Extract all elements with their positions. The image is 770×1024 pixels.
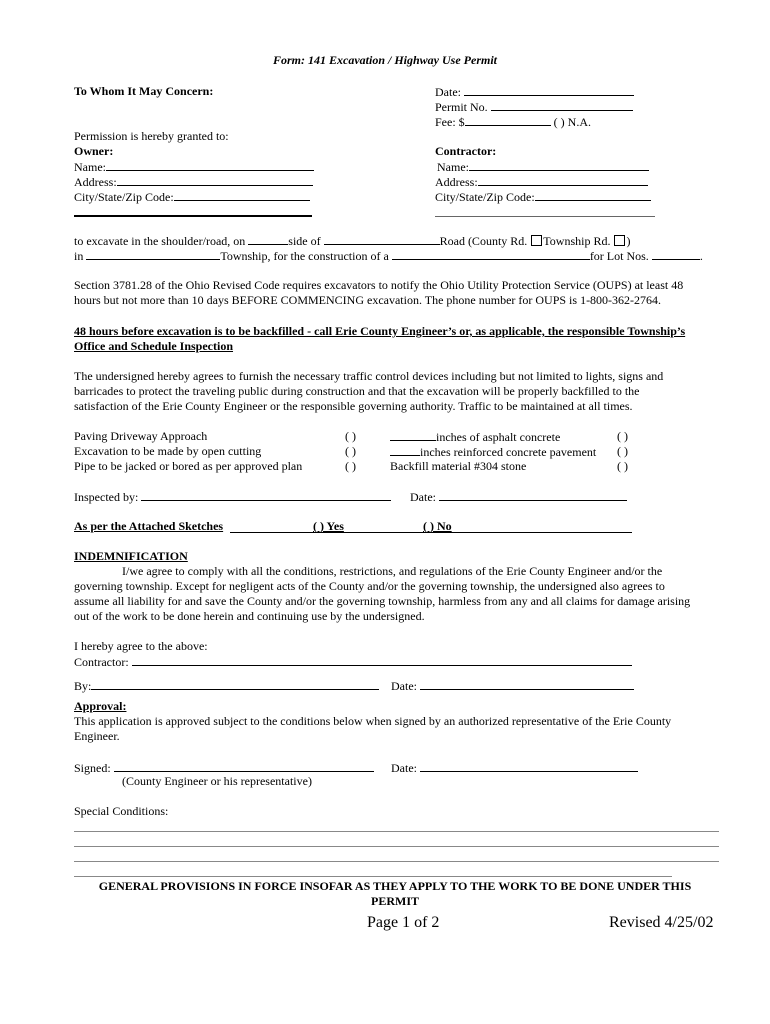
by-date-line[interactable] xyxy=(420,678,634,690)
contractor-address-field[interactable] xyxy=(435,174,648,190)
excavate-text-2: side of xyxy=(288,234,321,248)
approval-l1: This application is approved subject to the conditions below when signed by an authorized representative of the Erie County xyxy=(74,714,672,728)
contractor-sign-field[interactable] xyxy=(74,654,632,670)
backfill-notice-1: 48 hours before excavation is to be backfilled - call Erie County Engineer’s or, as applicable, the responsible Township’s xyxy=(74,324,686,338)
permission-text: Permission is hereby granted to: xyxy=(74,129,229,143)
greeting: To Whom It May Concern: xyxy=(74,84,214,98)
township-blank[interactable] xyxy=(86,248,220,260)
fee-line[interactable] xyxy=(465,114,551,126)
option-right-2-box[interactable]: ( ) xyxy=(617,444,628,458)
excavate-text-period: . xyxy=(699,249,703,263)
signed-sub: (County Engineer or his representative) xyxy=(122,774,312,788)
date-line[interactable] xyxy=(464,84,634,96)
backfill-notice-2: Office and Schedule Inspection xyxy=(74,339,234,353)
contractor-extra-line[interactable] xyxy=(435,216,655,217)
signed-date-label: Date: xyxy=(391,761,417,775)
signed-label: Signed: xyxy=(74,761,111,775)
undersigned-2: barricades to protect the traveling public during construction and that the excavation will be properly backfilled to the xyxy=(74,384,640,398)
inspected-label: Inspected by: xyxy=(74,490,139,504)
indemnification-l4: out of the work to be done herein and continuing use by the undersigned. xyxy=(74,609,425,623)
fee-field[interactable] xyxy=(435,114,591,130)
by-field[interactable] xyxy=(74,678,379,694)
special-line-2[interactable] xyxy=(74,846,719,847)
excavate-line-2 xyxy=(74,248,703,264)
inspected-line[interactable] xyxy=(141,489,391,501)
option-left-3-box[interactable]: ( ) xyxy=(345,459,356,473)
inspected-date-line[interactable] xyxy=(439,489,627,501)
owner-city-label: City/State/Zip Code: xyxy=(74,190,174,204)
option-right-2-field[interactable] xyxy=(390,444,596,460)
owner-address-label: Address: xyxy=(74,175,117,189)
contractor-heading: Contractor: xyxy=(435,144,497,158)
sketches-yes[interactable]: ( ) Yes xyxy=(313,519,344,533)
signed-date-field[interactable] xyxy=(391,760,638,776)
sketches-underline xyxy=(230,532,632,533)
by-date-label: Date: xyxy=(391,679,417,693)
contractor-sign-label: Contractor: xyxy=(74,655,129,669)
owner-name-line[interactable] xyxy=(106,159,314,171)
undersigned-1: The undersigned hereby agrees to furnish the necessary traffic control devices including but not limited to lights, signs and xyxy=(74,369,664,383)
option-right-1: inches of asphalt concrete xyxy=(436,430,561,444)
contractor-sign-line[interactable] xyxy=(132,654,632,666)
inspected-date-field[interactable] xyxy=(410,489,627,505)
contractor-address-line[interactable] xyxy=(478,174,648,186)
excavate-text-4: Township Rd. xyxy=(543,234,611,248)
by-date-field[interactable] xyxy=(391,678,634,694)
indemnification-l2: governing township. Except for negligent acts of the County and/or the governing township, the undersigned also agrees to xyxy=(74,579,665,593)
owner-city-line[interactable] xyxy=(174,189,310,201)
page-number: Page 1 of 2 xyxy=(367,914,440,931)
construction-blank[interactable] xyxy=(392,248,590,260)
option-right-2: inches reinforced concrete pavement xyxy=(420,445,597,459)
special-conditions-label: Special Conditions: xyxy=(74,804,169,818)
indemnification-l1: I/we agree to comply with all the conditions, restrictions, and regulations of the Erie County Engineer and/or the xyxy=(122,564,663,578)
option-left-2: Excavation to be made by open cutting xyxy=(74,444,262,458)
contractor-name-line[interactable] xyxy=(469,159,649,171)
excavate-text-lot: for Lot Nos. xyxy=(589,249,649,263)
permit-field[interactable] xyxy=(435,99,633,115)
road-blank[interactable] xyxy=(324,233,440,245)
section-text-1: Section 3781.28 of the Ohio Revised Code requires excavators to notify the Ohio Utility Protection Service (OUPS) at least 48 xyxy=(74,278,684,292)
asphalt-inches-blank[interactable] xyxy=(390,429,436,441)
township-rd-checkbox[interactable] xyxy=(614,235,625,246)
special-line-1[interactable] xyxy=(74,831,719,832)
fee-label: Fee: $ xyxy=(435,115,465,129)
permit-label: Permit No. xyxy=(435,100,488,114)
general-provisions-1: GENERAL PROVISIONS IN FORCE INSOFAR AS THEY APPLY TO THE WORK TO BE DONE UNDER THIS xyxy=(98,879,692,893)
option-left-2-box[interactable]: ( ) xyxy=(345,444,356,458)
contractor-name-field[interactable] xyxy=(437,159,649,175)
na-option[interactable]: ( ) N.A. xyxy=(553,115,591,129)
county-rd-checkbox[interactable] xyxy=(531,235,542,246)
form-title: Form: 141 Excavation / Highway Use Permit xyxy=(273,53,497,67)
contractor-name-label: Name: xyxy=(437,160,469,174)
owner-city-field[interactable] xyxy=(74,189,310,205)
excavate-line-1 xyxy=(74,233,630,249)
approval-l2: Engineer. xyxy=(74,729,120,743)
owner-name-field[interactable] xyxy=(74,159,314,175)
inspected-date-label: Date: xyxy=(410,490,436,504)
option-right-3: Backfill material #304 stone xyxy=(390,459,527,473)
concrete-inches-blank[interactable] xyxy=(390,444,420,456)
owner-address-line[interactable] xyxy=(117,174,313,186)
special-line-4[interactable] xyxy=(74,876,672,877)
indemnification-heading: INDEMNIFICATION xyxy=(74,549,188,563)
revised-date: Revised 4/25/02 xyxy=(609,914,714,931)
agree-text: I hereby agree to the above: xyxy=(74,639,208,653)
contractor-address-label: Address: xyxy=(435,175,478,189)
option-left-1-box[interactable]: ( ) xyxy=(345,429,356,443)
excavate-text-in: in xyxy=(74,249,84,263)
general-provisions-2: PERMIT xyxy=(371,894,419,908)
option-right-1-box[interactable]: ( ) xyxy=(617,429,628,443)
excavate-text-township: Township, for the construction of a xyxy=(220,249,389,263)
excavate-text-5: ) xyxy=(626,234,631,248)
approval-heading: Approval: xyxy=(74,699,127,713)
option-right-3-box[interactable]: ( ) xyxy=(617,459,628,473)
inspected-field[interactable] xyxy=(74,489,391,505)
special-line-3[interactable] xyxy=(74,861,719,862)
sketches-no[interactable]: ( ) No xyxy=(423,519,452,533)
excavate-text-1: to excavate in the shoulder/road, on xyxy=(74,234,246,248)
contractor-city-label: City/State/Zip Code: xyxy=(435,190,535,204)
side-blank[interactable] xyxy=(248,233,288,245)
contractor-city-line[interactable] xyxy=(535,189,651,201)
sketches-label: As per the Attached Sketches xyxy=(74,519,224,533)
permit-line[interactable] xyxy=(491,99,633,111)
option-left-3: Pipe to be jacked or bored as per approved plan xyxy=(74,459,303,473)
contractor-city-field[interactable] xyxy=(435,189,651,205)
owner-extra-line[interactable] xyxy=(74,215,312,217)
indemnification-l3: assume all liability for and save the County and/or the governing township, harmless from any and all claims for damage arising xyxy=(74,594,691,608)
owner-heading: Owner: xyxy=(74,144,114,158)
owner-name-label: Name: xyxy=(74,160,106,174)
option-left-1: Paving Driveway Approach xyxy=(74,429,208,443)
date-label: Date: xyxy=(435,85,461,99)
option-right-1-field[interactable] xyxy=(390,429,560,445)
owner-address-field[interactable] xyxy=(74,174,313,190)
signed-line[interactable] xyxy=(114,760,374,772)
excavate-text-3: Road (County Rd. xyxy=(439,234,528,248)
by-line[interactable] xyxy=(91,678,379,690)
section-text-2: hours but not more than 10 days BEFORE COMMENCING excavation. The phone number for OUPS is 1-800-362-2764. xyxy=(74,293,662,307)
by-label: By: xyxy=(74,679,92,693)
lot-blank[interactable] xyxy=(652,248,700,260)
undersigned-3: satisfaction of the Erie County Engineer or the responsible governing authority. Traffic to be maintained at all times. xyxy=(74,399,633,413)
date-field[interactable] xyxy=(435,84,634,100)
signed-date-line[interactable] xyxy=(420,760,638,772)
